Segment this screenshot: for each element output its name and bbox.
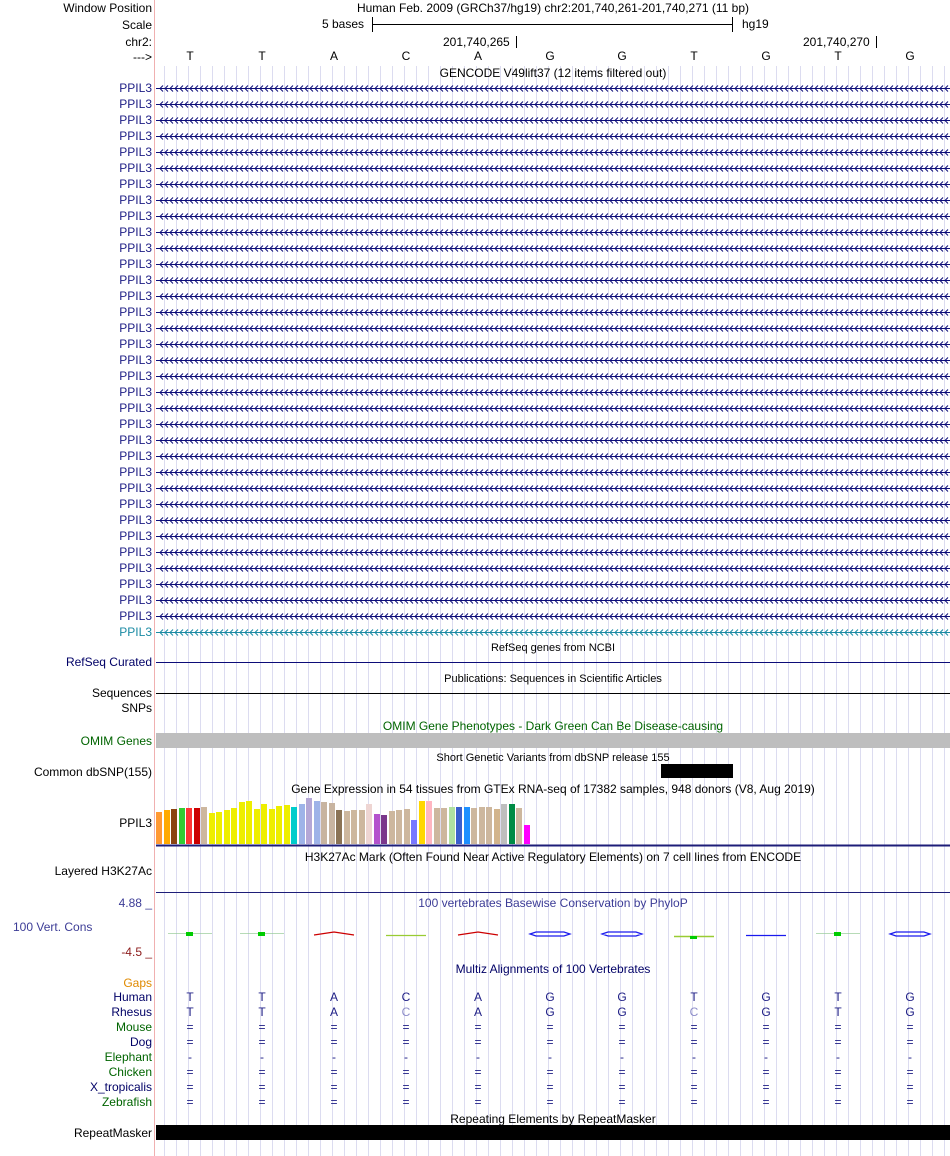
gtex-tissue-bar[interactable] (464, 807, 470, 844)
multiz-base: A (473, 990, 482, 1004)
multiz-base: = (762, 1080, 770, 1094)
multiz-base: A (329, 1005, 338, 1019)
multiz-base: = (258, 1080, 266, 1094)
multiz-base: = (402, 1035, 410, 1049)
gencode-gene-label[interactable]: PPIL3 (119, 225, 152, 239)
multiz-species-label[interactable]: Mouse (115, 1020, 152, 1034)
phylop-mark (690, 936, 697, 939)
gencode-gene-label[interactable]: PPIL3 (119, 593, 152, 607)
gencode-gene-label[interactable]: PPIL3 (119, 305, 152, 319)
gtex-tissue-bar[interactable] (291, 807, 297, 844)
multiz-base: = (258, 1095, 266, 1109)
phylop-min-label: -4.5 _ (121, 945, 152, 959)
gtex-tissue-bar[interactable] (269, 809, 275, 844)
multiz-species-label[interactable]: Human (113, 990, 152, 1004)
multiz-base: = (546, 1065, 554, 1079)
multiz-base: = (834, 1035, 842, 1049)
multiz-base: = (402, 1020, 410, 1034)
gencode-gene-label[interactable]: PPIL3 (119, 481, 152, 495)
gencode-gene-label[interactable]: PPIL3 (119, 353, 152, 367)
multiz-base: = (474, 1065, 482, 1079)
multiz-base: G (761, 990, 771, 1004)
multiz-base: = (258, 1020, 266, 1034)
dna-base: A (329, 49, 338, 63)
multiz-base: = (186, 1080, 194, 1094)
gencode-gene-label[interactable]: PPIL3 (119, 433, 152, 447)
gtex-tissue-bar[interactable] (306, 798, 312, 844)
gtex-tissue-bar[interactable] (449, 807, 455, 844)
dbsnp-feature (661, 764, 733, 778)
gtex-tissue-bar[interactable] (284, 805, 290, 844)
dbsnp-label[interactable]: Common dbSNP(155) (33, 765, 152, 779)
multiz-base: - (404, 1050, 408, 1064)
multiz-base: = (258, 1035, 266, 1049)
multiz-base: = (618, 1080, 626, 1094)
gencode-gene-label[interactable]: PPIL3 (119, 561, 152, 575)
multiz-base: = (906, 1080, 914, 1094)
dna-base: T (834, 49, 842, 63)
multiz-base: T (186, 990, 194, 1004)
phylop-label[interactable]: 100 Vert. Cons (13, 920, 93, 934)
gtex-tissue-bar[interactable] (239, 802, 245, 844)
gencode-gene-label[interactable]: PPIL3 (119, 129, 152, 143)
multiz-base: = (186, 1065, 194, 1079)
multiz-base: - (908, 1050, 912, 1064)
multiz-base: T (834, 990, 842, 1004)
multiz-base: = (546, 1080, 554, 1094)
gtex-tissue-bar[interactable] (426, 801, 432, 844)
multiz-species-label[interactable]: Rhesus (111, 1005, 152, 1019)
gtex-tissue-bar[interactable] (216, 812, 222, 844)
multiz-base: A (329, 990, 338, 1004)
gencode-gene-label[interactable]: PPIL3 (119, 97, 152, 111)
multiz-base: = (330, 1095, 338, 1109)
multiz-base: = (186, 1020, 194, 1034)
gtex-tissue-bar[interactable] (374, 814, 380, 844)
multiz-base: = (258, 1065, 266, 1079)
multiz-base: T (258, 1005, 266, 1019)
gencode-gene-label[interactable]: PPIL3 (119, 609, 152, 623)
multiz-base: T (258, 990, 266, 1004)
gtex-tissue-bar[interactable] (186, 808, 192, 844)
multiz-base: - (548, 1050, 552, 1064)
gtex-title[interactable]: Gene Expression in 54 tissues from GTEx RNA-seq of 17382 samples, 948 donors (V8, Aug 2019) (291, 782, 815, 796)
gtex-tissue-bar[interactable] (254, 809, 260, 844)
multiz-species-label[interactable]: X_tropicalis (89, 1080, 152, 1094)
dna-base: T (690, 49, 698, 63)
multiz-base: - (260, 1050, 264, 1064)
multiz-base: = (906, 1095, 914, 1109)
multiz-base: C (401, 1005, 411, 1019)
multiz-base: G (761, 1005, 771, 1019)
multiz-base: = (906, 1065, 914, 1079)
gaps-label[interactable]: Gaps (123, 976, 152, 990)
gtex-tissue-bar[interactable] (456, 807, 462, 844)
position-label-2: 201,740,270 (803, 35, 870, 49)
omim-bar (156, 733, 950, 748)
multiz-base: G (617, 1005, 627, 1019)
gtex-tissue-bar[interactable] (246, 801, 252, 844)
gencode-title[interactable]: GENCODE V49lift37 (12 items filtered out) (439, 66, 667, 80)
multiz-base: = (906, 1020, 914, 1034)
multiz-base: = (618, 1065, 626, 1079)
multiz-base: T (690, 990, 698, 1004)
multiz-base: C (401, 990, 411, 1004)
gtex-tissue-bar[interactable] (381, 815, 387, 844)
multiz-base: = (690, 1035, 698, 1049)
multiz-base: - (332, 1050, 336, 1064)
phylop-max-label: 4.88 _ (118, 896, 152, 910)
sequences-label[interactable]: Sequences (91, 686, 152, 700)
gencode-gene-label[interactable]: PPIL3 (119, 241, 152, 255)
gtex-tissue-bar[interactable] (276, 806, 282, 844)
multiz-base: A (473, 1005, 482, 1019)
multiz-base: = (762, 1035, 770, 1049)
scale-assembly: hg19 (742, 17, 769, 31)
multiz-base: = (402, 1065, 410, 1079)
gtex-tissue-bar[interactable] (509, 804, 515, 844)
scale-text: 5 bases (322, 17, 365, 31)
multiz-base: = (474, 1080, 482, 1094)
h3k27ac-title[interactable]: H3K27Ac Mark (Often Found Near Active Regulatory Elements) on 7 cell lines from ENCODE (304, 850, 802, 864)
chrom-label: chr2: (125, 35, 152, 49)
position-label-1: 201,740,265 (443, 35, 510, 49)
gencode-gene-label[interactable]: PPIL3 (119, 161, 152, 175)
multiz-base: = (330, 1080, 338, 1094)
gencode-gene-label[interactable]: PPIL3 (119, 369, 152, 383)
multiz-base: = (330, 1035, 338, 1049)
multiz-base: = (690, 1095, 698, 1109)
refseq-label[interactable]: RefSeq Curated (65, 655, 152, 669)
gtex-tissue-bar[interactable] (486, 807, 492, 844)
gencode-gene-label[interactable]: PPIL3 (119, 625, 152, 639)
gencode-gene-label[interactable]: PPIL3 (119, 513, 152, 527)
dna-base: G (761, 49, 771, 63)
repeatmasker-label[interactable]: RepeatMasker (73, 1126, 152, 1140)
gencode-gene-label[interactable]: PPIL3 (119, 193, 152, 207)
multiz-base: = (834, 1095, 842, 1109)
gencode-gene-label[interactable]: PPIL3 (119, 577, 152, 591)
multiz-base: T (834, 1005, 842, 1019)
gtex-tissue-bar[interactable] (396, 810, 402, 844)
gtex-tissue-bar[interactable] (471, 808, 477, 844)
gtex-tissue-bar[interactable] (404, 809, 410, 844)
gtex-tissue-bar[interactable] (494, 809, 500, 844)
gtex-tissue-bar[interactable] (344, 811, 350, 844)
gtex-tissue-bar[interactable] (359, 810, 365, 844)
gtex-tissue-bar[interactable] (501, 804, 507, 844)
dbsnp-title[interactable]: Short Genetic Variants from dbSNP release 155 (436, 752, 670, 764)
gencode-gene-label[interactable]: PPIL3 (119, 209, 152, 223)
gtex-tissue-bar[interactable] (231, 808, 237, 844)
multiz-base: = (618, 1095, 626, 1109)
publications-title[interactable]: Publications: Sequences in Scientific Articles (444, 673, 662, 685)
gencode-gene-label[interactable]: PPIL3 (119, 497, 152, 511)
phylop-mark (258, 932, 265, 936)
multiz-base: - (836, 1050, 840, 1064)
multiz-base: T (186, 1005, 194, 1019)
multiz-base: - (692, 1050, 696, 1064)
gencode-gene-label[interactable]: PPIL3 (119, 273, 152, 287)
window-position-label: Window Position (63, 1, 152, 15)
multiz-title[interactable]: Multiz Alignments of 100 Vertebrates (455, 962, 651, 976)
multiz-base: G (905, 990, 915, 1004)
multiz-base: = (690, 1080, 698, 1094)
multiz-base: = (762, 1095, 770, 1109)
multiz-species-label[interactable]: Dog (129, 1035, 152, 1049)
phylop-mark (186, 932, 193, 936)
gtex-tissue-bar[interactable] (261, 804, 267, 844)
multiz-base: = (762, 1065, 770, 1079)
gtex-tissue-bar[interactable] (201, 807, 207, 844)
dna-base: C (401, 49, 411, 63)
gtex-tissue-bar[interactable] (479, 807, 485, 844)
gencode-gene-label[interactable]: PPIL3 (119, 321, 152, 335)
gencode-gene-label[interactable]: PPIL3 (119, 417, 152, 431)
gtex-tissue-bar[interactable] (329, 803, 335, 844)
gtex-tissue-bar[interactable] (351, 810, 357, 844)
multiz-base: = (834, 1080, 842, 1094)
multiz-base: = (186, 1095, 194, 1109)
multiz-species-label[interactable]: Zebrafish (101, 1095, 152, 1109)
gtex-tissue-bar[interactable] (366, 804, 372, 844)
multiz-base: = (834, 1020, 842, 1034)
dna-base: G (617, 49, 627, 63)
multiz-base: G (905, 1005, 915, 1019)
multiz-base: = (402, 1080, 410, 1094)
gtex-tissue-bar[interactable] (411, 820, 417, 844)
gtex-tissue-bar[interactable] (516, 808, 522, 844)
gtex-tissue-bar[interactable] (156, 812, 162, 844)
gtex-tissue-bar[interactable] (171, 809, 177, 844)
multiz-base: - (476, 1050, 480, 1064)
strand-label: ---> (133, 50, 152, 64)
gtex-tissue-bar[interactable] (299, 804, 305, 844)
gtex-tissue-bar[interactable] (321, 802, 327, 844)
multiz-base: = (618, 1020, 626, 1034)
multiz-base: - (188, 1050, 192, 1064)
multiz-base: = (546, 1095, 554, 1109)
gencode-gene-label[interactable]: PPIL3 (119, 545, 152, 559)
multiz-base: = (618, 1035, 626, 1049)
repeatmasker-title[interactable]: Repeating Elements by RepeatMasker (450, 1112, 656, 1126)
gencode-gene-label[interactable]: PPIL3 (119, 113, 152, 127)
gtex-tissue-bar[interactable] (524, 825, 530, 844)
multiz-base: C (689, 1005, 699, 1019)
multiz-species-label[interactable]: Chicken (108, 1065, 152, 1079)
gencode-gene-label[interactable]: PPIL3 (119, 177, 152, 191)
gencode-gene-label[interactable]: PPIL3 (119, 449, 152, 463)
gtex-tissue-bar[interactable] (209, 813, 215, 844)
multiz-base: = (474, 1095, 482, 1109)
gtex-tissue-bar[interactable] (314, 801, 320, 844)
multiz-base: = (690, 1065, 698, 1079)
omim-label[interactable]: OMIM Genes (80, 734, 152, 748)
dna-base: G (545, 49, 555, 63)
multiz-species-label[interactable]: Elephant (104, 1050, 152, 1064)
gencode-gene-label[interactable]: PPIL3 (119, 145, 152, 159)
phylop-title[interactable]: 100 vertebrates Basewise Conservation by PhyloP (418, 896, 688, 910)
snps-label[interactable]: SNPs (121, 701, 152, 715)
h3k27ac-label[interactable]: Layered H3K27Ac (54, 864, 152, 878)
multiz-base: = (186, 1035, 194, 1049)
multiz-base: G (545, 1005, 555, 1019)
dna-base: G (905, 49, 915, 63)
multiz-base: G (545, 990, 555, 1004)
multiz-base: = (330, 1020, 338, 1034)
gencode-gene-label[interactable]: PPIL3 (119, 465, 152, 479)
page-title: Human Feb. 2009 (GRCh37/hg19) chr2:201,740,261-201,740,271 (11 bp) (356, 1, 750, 15)
gtex-tissue-bar[interactable] (419, 801, 425, 844)
dna-base: T (186, 49, 194, 63)
gencode-gene-label[interactable]: PPIL3 (119, 257, 152, 271)
gtex-tissue-bar[interactable] (441, 808, 447, 844)
omim-title[interactable]: OMIM Gene Phenotypes - Dark Green Can Be Disease-causing (382, 719, 724, 733)
multiz-base: = (474, 1035, 482, 1049)
scale-label: Scale (121, 18, 152, 32)
multiz-base: G (617, 990, 627, 1004)
multiz-base: = (906, 1035, 914, 1049)
gtex-tissue-bar[interactable] (194, 808, 200, 844)
dna-base: T (258, 49, 266, 63)
refseq-title[interactable]: RefSeq genes from NCBI (490, 642, 616, 654)
gtex-tissue-bar[interactable] (434, 808, 440, 844)
multiz-base: = (690, 1020, 698, 1034)
gtex-tissue-bar[interactable] (336, 810, 342, 844)
multiz-base: = (834, 1065, 842, 1079)
multiz-base: = (546, 1035, 554, 1049)
gencode-gene-label[interactable]: PPIL3 (119, 337, 152, 351)
gencode-gene-label[interactable]: PPIL3 (119, 529, 152, 543)
multiz-base: = (762, 1020, 770, 1034)
gtex-tissue-bar[interactable] (164, 810, 170, 844)
multiz-base: - (620, 1050, 624, 1064)
multiz-base: - (764, 1050, 768, 1064)
gtex-tissue-bar[interactable] (179, 808, 185, 844)
gencode-gene-label[interactable]: PPIL3 (119, 385, 152, 399)
dna-base: A (473, 49, 482, 63)
gencode-gene-label[interactable]: PPIL3 (119, 401, 152, 415)
gtex-tissue-bar[interactable] (389, 811, 395, 844)
multiz-base: = (330, 1065, 338, 1079)
multiz-base: = (474, 1020, 482, 1034)
gencode-gene-label[interactable]: PPIL3 (119, 81, 152, 95)
gtex-tissue-bar[interactable] (224, 810, 230, 844)
gtex-label[interactable]: PPIL3 (119, 816, 152, 830)
multiz-base: = (546, 1020, 554, 1034)
multiz-base: = (402, 1095, 410, 1109)
gencode-gene-label[interactable]: PPIL3 (119, 289, 152, 303)
phylop-mark (834, 932, 841, 936)
repeatmasker-bar (156, 1125, 950, 1140)
